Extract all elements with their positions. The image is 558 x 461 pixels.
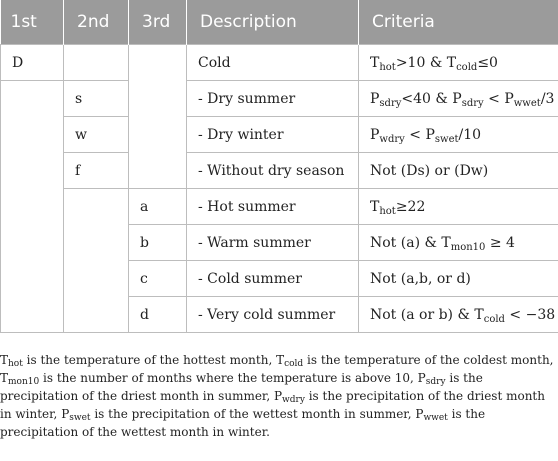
table-row — [1, 153, 558, 189]
cell-third: b — [129, 225, 187, 261]
cell-second — [64, 45, 129, 81]
cell-description: - Cold summer — [187, 261, 359, 297]
header-3rd: 3rd — [129, 0, 187, 45]
cell-criteria: Not (Ds) or (Dw) — [359, 153, 558, 189]
cell-criteria: $T_{hot}\ge 22$ — [359, 189, 558, 225]
cell-first — [1, 81, 64, 333]
cell-second: f — [64, 153, 129, 189]
cell-description: - Dry summer — [187, 81, 359, 117]
cell-criteria: Not (a or b) & $T_{cold} < -38$ — [359, 297, 558, 333]
cell-third: c — [129, 261, 187, 297]
table-row — [1, 45, 558, 81]
cell-second — [64, 189, 129, 333]
table-row — [1, 189, 558, 225]
header-2nd: 2nd — [64, 0, 129, 45]
table-row — [1, 117, 558, 153]
cell-first: D — [1, 45, 64, 81]
cell-second: s — [64, 81, 129, 117]
cell-description: - Dry winter — [187, 117, 359, 153]
cell-description: - Hot summer — [187, 189, 359, 225]
header-row — [1, 0, 558, 45]
cell-description: - Warm summer — [187, 225, 359, 261]
table-footnote: $T_{hot}$ is the temperature of the hottest month, $T_{cold}$ is the temperature of the coldest month, $T_{mon10}$ is the number of months where the temperature is above 10, $P_{sdry}$ is the precipitation of the driest month in summer, $P_{wdry}$ is the precipitation of the driest month in winter, $P_{swet}$ is the precipitation of the wettest month in summer, $P_{wwet}$ is the precipitation of the wettest month in winter. — [0, 353, 554, 439]
table-row — [1, 81, 558, 117]
cell-third: d — [129, 297, 187, 333]
cell-description: - Very cold summer — [187, 297, 359, 333]
header-1st: 1st — [1, 0, 64, 45]
cell-third — [129, 45, 187, 189]
cell-criteria: Not (a,b, or d) — [359, 261, 558, 297]
cell-third: a — [129, 189, 187, 225]
cell-criteria: $P_{wdry} < P_{swet}/10$ — [359, 117, 558, 153]
cell-criteria: $T_{hot}>10$ & $T_{cold}\le 0$ — [359, 45, 558, 81]
cell-second: w — [64, 117, 129, 153]
cell-description: - Without dry season — [187, 153, 359, 189]
cell-criteria: Not (a) & $T_{mon10} \ge 4$ — [359, 225, 558, 261]
table-body — [1, 45, 558, 333]
header-criteria: Criteria — [359, 0, 558, 45]
header-description: Description — [187, 0, 359, 45]
cell-description: Cold — [187, 45, 359, 81]
cell-criteria: $P_{sdry}<40$ & $P_{sdry} < P_{wwet}/3$ — [359, 81, 558, 117]
table-header — [1, 0, 558, 45]
